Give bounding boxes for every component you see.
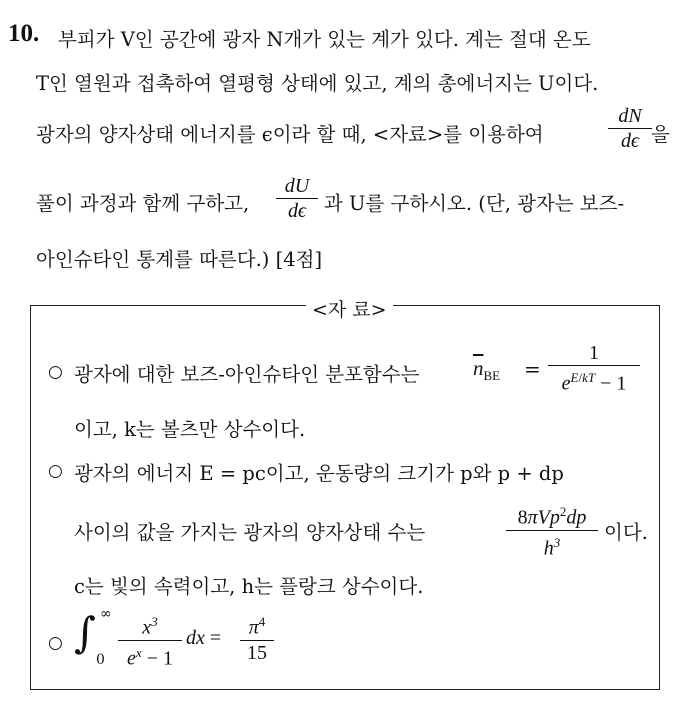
fraction-dU-de (276, 174, 318, 223)
n-be-symbol: $\overline{n}_{BE}$ (473, 356, 501, 384)
item-2-continuation: 사이의 값을 가지는 광자의 양자상태 수는 (74, 521, 426, 544)
integrand-fraction (118, 610, 182, 670)
fraction-numerator: dU (284, 175, 310, 197)
problem-line-1: 부피가 V인 공간에 광자 N개가 있는 계가 있다. 계는 절대 온도 (58, 28, 591, 51)
item-2-tail: 이다. (604, 521, 648, 544)
bullet-2: ○ (48, 461, 63, 481)
fraction-denominator: dϵ (287, 200, 307, 222)
problem-line-3-tail: 을 (651, 123, 670, 146)
fraction-dN-de (608, 104, 652, 153)
fraction-state-count (506, 500, 598, 560)
problem-line-4: 풀이 과정과 함께 구하고, (36, 192, 250, 215)
result-fraction (240, 610, 274, 665)
fraction-numerator: 8πVp$^2$dp (517, 504, 587, 529)
fraction-numerator: $\pi^4$ (248, 614, 266, 639)
fraction-denominator: 15 (247, 641, 267, 664)
data-box-title: <자 료> (306, 295, 393, 322)
item-1-continuation: 이고, k는 볼츠만 상수이다. (74, 418, 306, 441)
fraction-denominator: dϵ (620, 130, 640, 152)
problem-line-2: T인 열원과 접촉하여 열평형 상태에 있고, 계의 총에너지는 U이다. (36, 72, 599, 95)
fraction-denominator: $h^3$ (543, 534, 561, 560)
item-2-text: 광자의 에너지 E = pc이고, 운동량의 크기가 p와 p + dp (74, 462, 564, 485)
bullet-3: ○ (48, 633, 63, 653)
problem-line-5: 아인슈타인 통계를 따른다.) [4점] (36, 248, 323, 271)
problem-line-3: 광자의 양자상태 에너지를 ϵ이라 할 때, <자료>를 이용하여 (36, 123, 544, 146)
problem-line-4-tail: 과 U를 구하시오. (단, 광자는 보즈- (324, 192, 625, 215)
bullet-1: ○ (48, 362, 63, 382)
integral-sign: ∫ (74, 608, 96, 657)
equals-sign: = (524, 357, 541, 381)
fraction-numerator: $x^3$ (142, 614, 158, 639)
problem-number: 10. (8, 20, 40, 47)
fraction-denominator: $e^x - 1$ (127, 644, 173, 670)
integral-upper-limit: ∞ (100, 606, 112, 622)
fraction-denominator: $e^{E/kT} - 1$ (561, 370, 627, 395)
fraction-bose-einstein (548, 341, 640, 396)
fraction-numerator: 1 (589, 342, 599, 364)
item-2-last-line: c는 빛의 속력이고, h는 플랑크 상수이다. (74, 575, 424, 598)
fraction-numerator: dN (618, 105, 642, 127)
item-1-text: 광자에 대한 보즈-아인슈타인 분포함수는 (74, 363, 420, 386)
integral-lower-limit: 0 (96, 652, 105, 668)
dx-equals: dx = (186, 627, 222, 649)
